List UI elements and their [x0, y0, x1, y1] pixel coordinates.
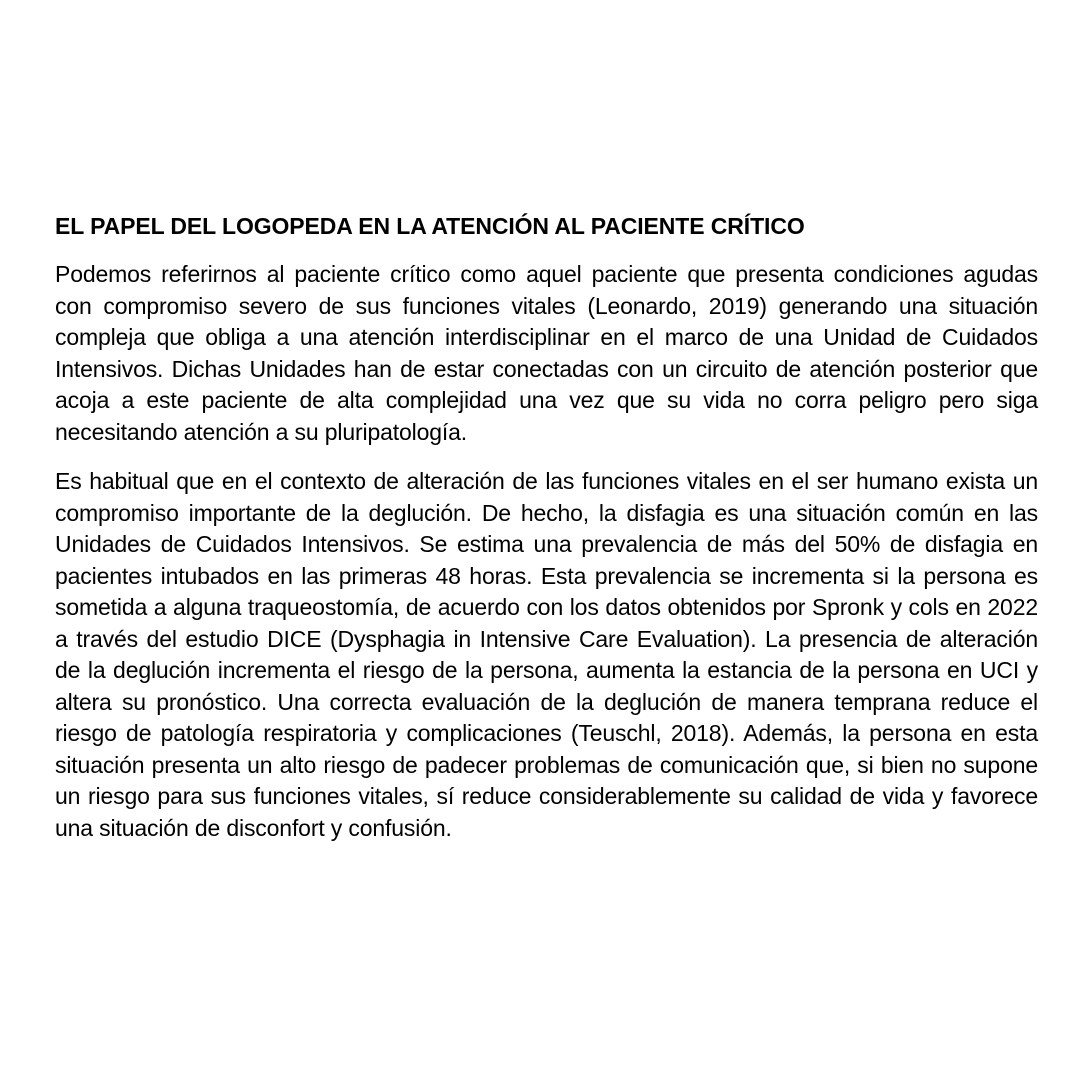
document-title: EL PAPEL DEL LOGOPEDA EN LA ATENCIÓN AL PACIENTE CRÍTICO: [55, 213, 805, 239]
document-page: [55, 211, 1038, 862]
paragraph-1: Podemos referirnos al paciente crítico como aquel paciente que presenta condiciones agudas con compromiso severo de sus funciones vitales (Leonardo, 2019) generando una situación compleja que obliga a una atención interdisciplinar en el marco de una Unidad de Cuidados Intensivos. Dichas Unidades han de estar conectadas con un circuito de atención posterior que acoja a este paciente de alta complejidad una vez que su vida no corra peligro pero siga necesitando atención a su pluripatología.: [55, 261, 1038, 445]
paragraph-2: Es habitual que en el contexto de alteración de las funciones vitales en el ser humano exista un compromiso importante de la deglución. De hecho, la disfagia es una situación común en las Unidades de Cuidados Intensivos. Se estima una prevalencia de más del 50% de disfagia en pacientes intubados en las primeras 48 horas. Esta prevalencia se incrementa si la persona es sometida a alguna traqueostomía, de acuerdo con los datos obtenidos por Spronk y cols en 2022 a través del estudio DICE (Dysphagia in Intensive Care Evaluation). La presencia de alteración de la deglución incrementa el riesgo de la persona, aumenta la estancia de la persona en UCI y altera su pronóstico. Una correcta evaluación de la deglución de manera temprana reduce el riesgo de patología respiratoria y complicaciones (Teuschl, 2018). Además, la persona en esta situación presenta un alto riesgo de padecer problemas de comunicación que, si bien no supone un riesgo para sus funciones vitales, sí reduce considerablemente su calidad de vida y favorece una situación de disconfort y confusión.: [55, 468, 1038, 841]
